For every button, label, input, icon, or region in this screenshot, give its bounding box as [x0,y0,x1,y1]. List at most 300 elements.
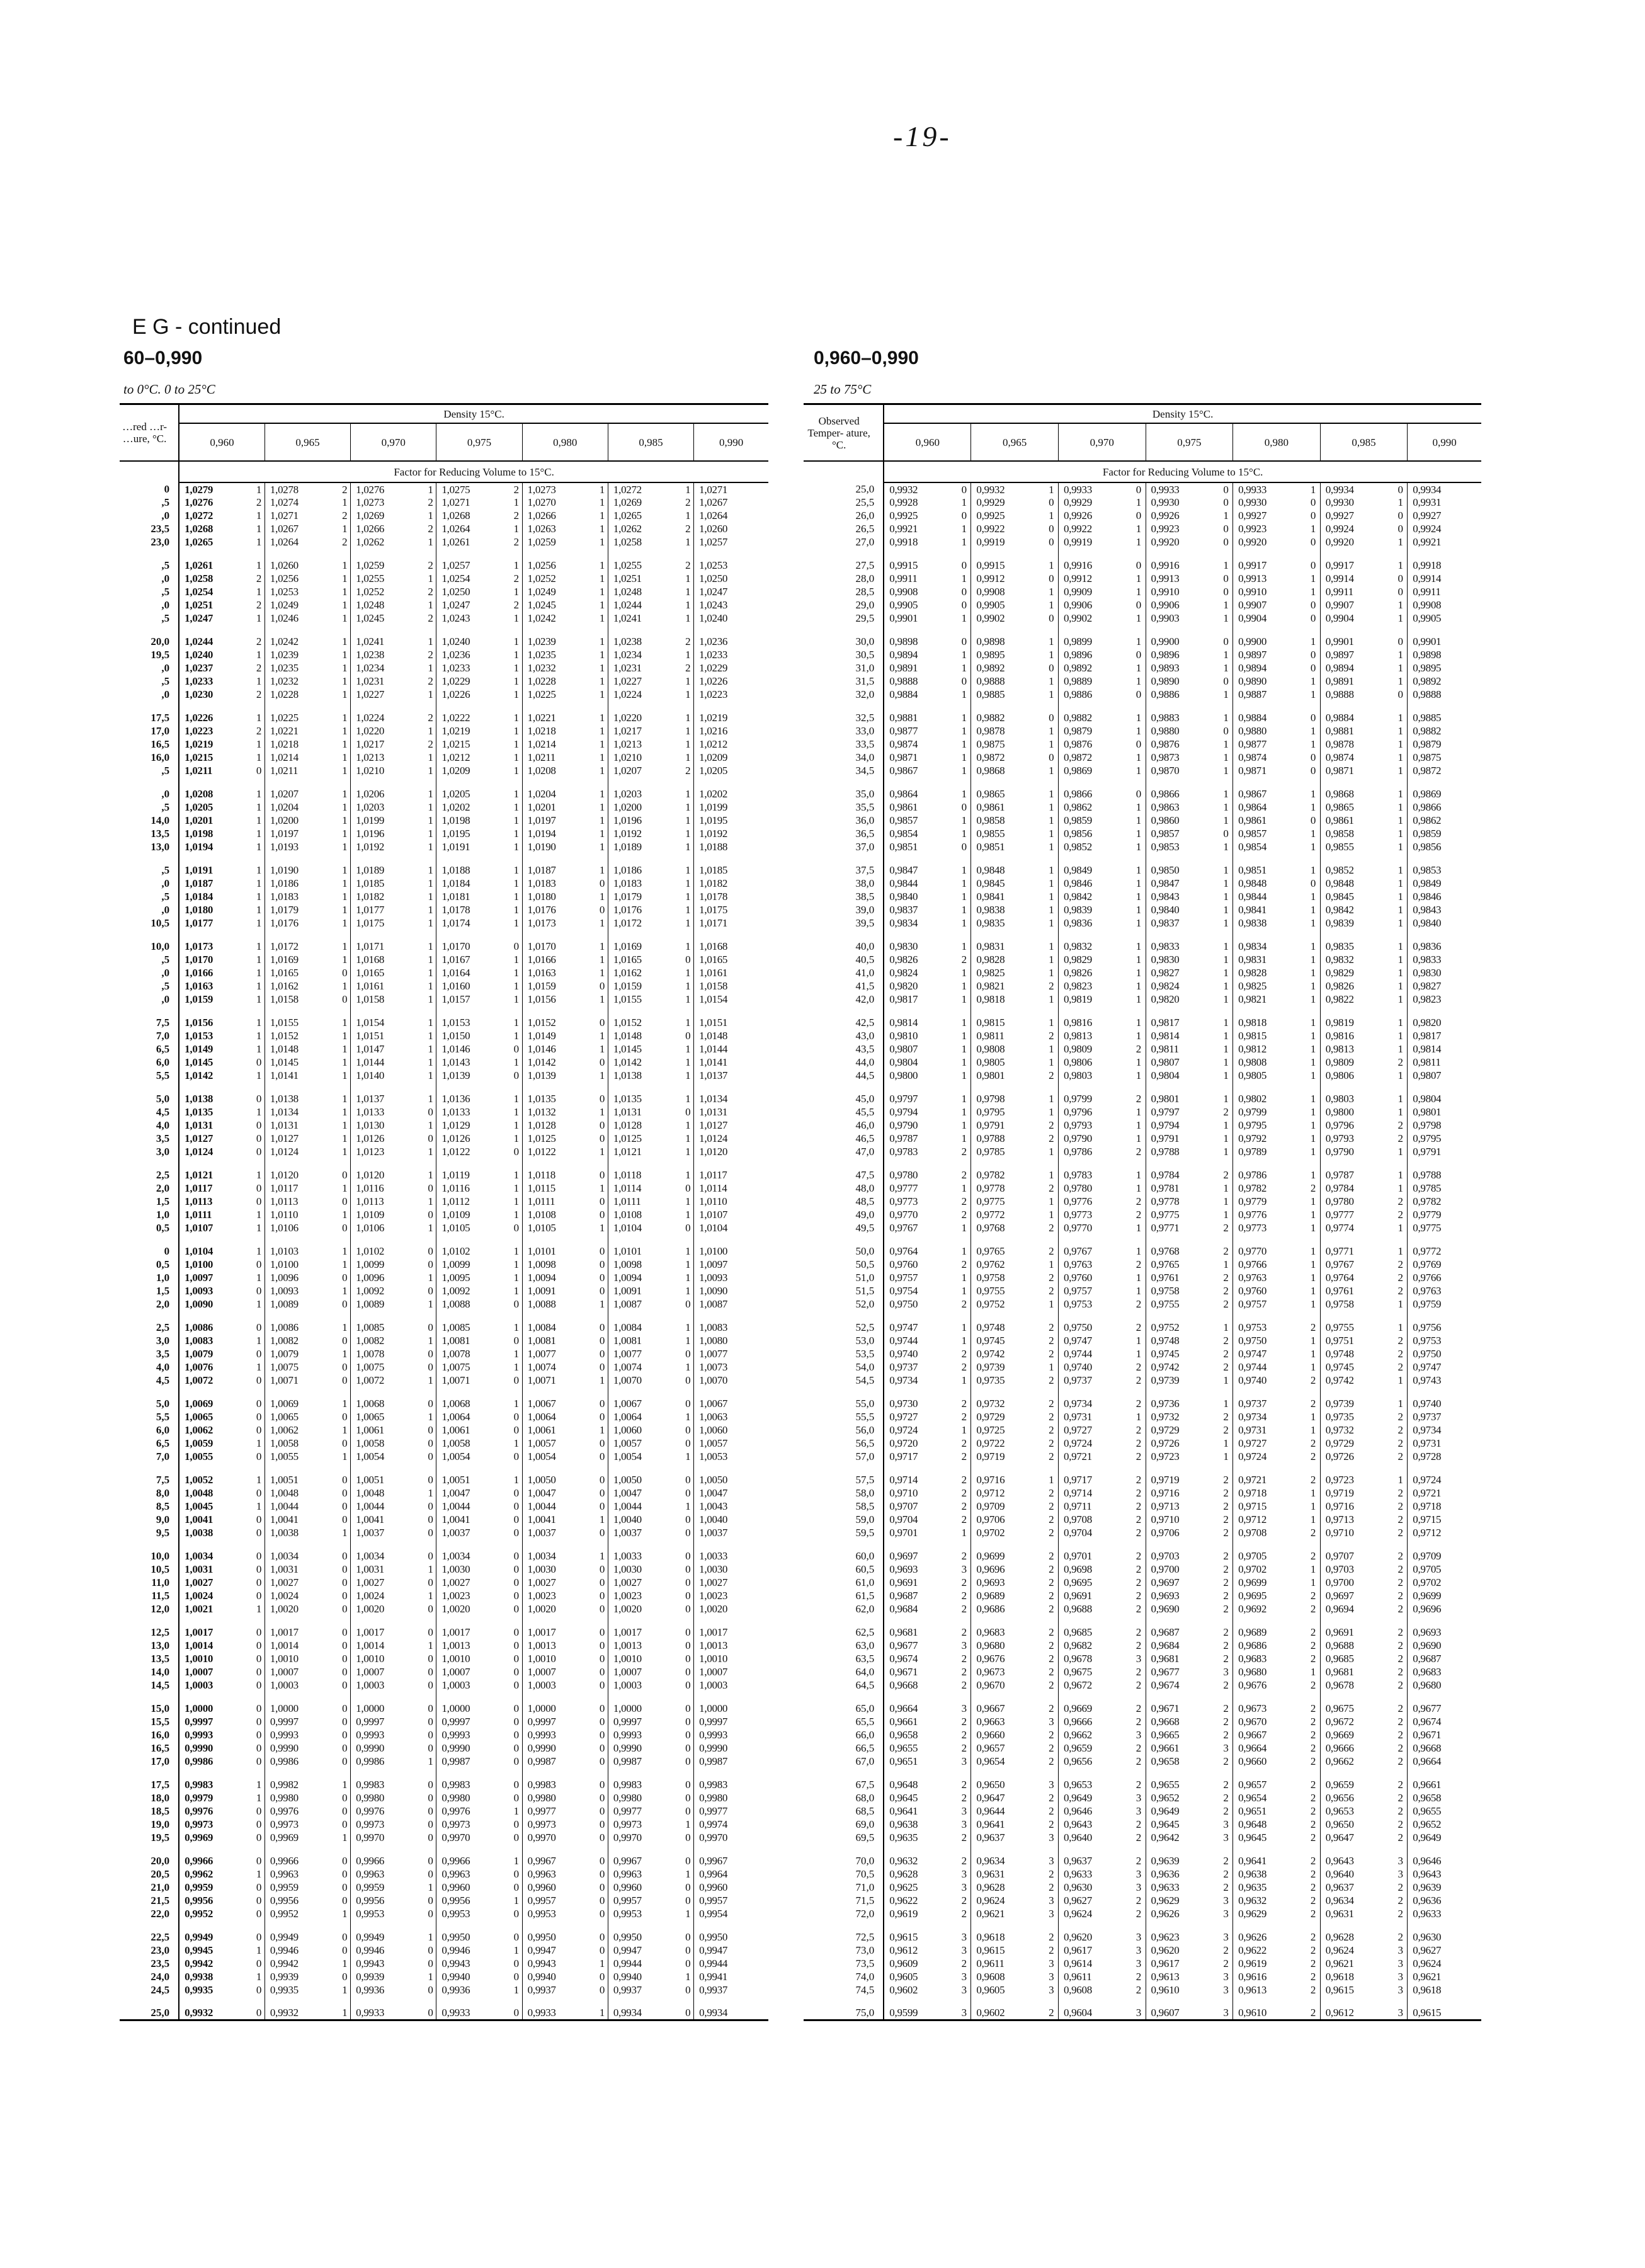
temperature-cell: 5,5 [156,1411,170,1423]
table-row [120,1728,768,1741]
table-row [120,840,768,853]
difference-cell: 1 [961,573,967,584]
factor-cell: 0,9934 [1408,482,1481,496]
table-row [804,1258,1481,1271]
factor-cell: 1,0148 [265,1042,339,1056]
difference-cell: 3 [1223,1931,1229,1943]
difference-cell: 1 [513,1321,520,1333]
table-row [804,751,1481,764]
temperature-cell: 26,0 [855,510,875,521]
factor-cell: 1,0071 [522,1374,596,1387]
difference-cell: 0 [1310,510,1316,521]
difference-cell: 0 [1136,788,1142,800]
factor-cell: 0,9732 [1320,1423,1394,1437]
factor-cell: 1,0000 [522,1702,596,1715]
difference-cell: 1 [513,1017,520,1029]
factor-cell: 0,9987 [522,1755,596,1768]
temperature-cell: ,0 [161,967,170,979]
table-row [804,916,1481,930]
right-column-header: 0,990 [1408,423,1481,461]
factor-cell: 0,9616 [1233,1970,1307,1983]
factor-cell: 0,9757 [1058,1284,1132,1297]
factor-cell: 0,9668 [1408,1741,1481,1755]
factor-cell: 1,0054 [522,1450,596,1463]
difference-cell: 0 [342,1818,348,1830]
difference-cell: 1 [1049,559,1054,571]
difference-cell: 1 [428,688,433,700]
factor-cell: 0,9713 [1320,1513,1394,1526]
temperature-cell: 23,0 [151,1944,170,1956]
factor-cell: 1,0106 [351,1221,425,1234]
temperature-cell: 15,0 [151,1702,170,1714]
factor-cell: 1,0160 [436,979,511,993]
factor-cell: 1,0117 [694,1168,768,1182]
difference-cell: 2 [1223,1169,1229,1181]
difference-cell: 3 [1219,2007,1233,2020]
difference-cell: 1 [1397,993,1403,1005]
difference-cell: 1 [599,940,605,952]
factor-cell: 0,9993 [179,1728,253,1741]
factor-cell: 1,0192 [351,840,425,853]
factor-cell: 0,9691 [1320,1626,1394,1639]
difference-cell: 1 [256,483,262,496]
factor-cell: 0,9705 [1408,1563,1481,1576]
factor-cell: 0,9626 [1146,1907,1219,1920]
difference-cell: 0 [961,599,967,611]
temperature-cell: 5,0 [156,1398,170,1410]
difference-cell: 1 [961,864,967,876]
difference-cell: 1 [428,1169,433,1181]
factor-cell: 0,9867 [1233,787,1307,801]
factor-cell: 1,0159 [522,979,596,993]
factor-cell: 1,0134 [265,1105,339,1119]
factor-cell: 1,0268 [436,509,511,522]
factor-cell: 0,9874 [1233,751,1307,764]
difference-cell: 2 [961,1716,967,1728]
difference-cell: 0 [599,1119,605,1131]
factor-cell: 1,0146 [522,1042,596,1056]
factor-cell: 1,0134 [694,1092,768,1105]
difference-cell: 1 [428,1298,433,1310]
difference-cell: 1 [1397,1106,1403,1118]
factor-cell: 0,9822 [1320,993,1394,1006]
factor-cell: 0,9970 [351,1831,425,1844]
factor-cell: 1,0034 [436,1549,511,1563]
temperature-cell: ,0 [161,904,170,916]
temperature-cell: 6,0 [156,1424,170,1436]
difference-cell: 1 [1310,891,1316,903]
factor-cell: 1,0164 [436,966,511,979]
factor-cell: 0,9752 [971,1297,1045,1311]
factor-cell: 1,0214 [522,738,596,751]
difference-cell: 1 [256,1222,262,1234]
difference-cell: 2 [1397,1563,1403,1575]
difference-cell: 1 [961,725,967,737]
factor-cell: 0,9851 [971,840,1045,853]
factor-cell: 0,9957 [694,1894,768,1907]
difference-cell: 1 [342,841,348,853]
temperature-cell: 8,5 [156,1500,170,1512]
table-row [120,1168,768,1182]
temperature-cell: 54,0 [855,1361,875,1373]
factor-cell: 1,0135 [608,1092,682,1105]
factor-cell: 0,9817 [1146,1016,1219,1029]
temperature-cell: 60,5 [855,1563,875,1575]
difference-cell: 1 [513,814,520,826]
factor-cell: 1,0097 [694,1258,768,1271]
factor-cell: 0,9905 [1408,612,1481,625]
factor-cell: 0,9801 [1146,1092,1219,1105]
factor-cell: 0,9806 [1320,1069,1394,1082]
factor-cell: 1,0188 [436,863,511,877]
difference-cell: 1 [513,1195,520,1207]
factor-cell: 0,9747 [1058,1334,1132,1347]
factor-cell: 0,9976 [436,1804,511,1818]
factor-cell: 0,9956 [265,1894,339,1907]
factor-cell: 0,9950 [436,1930,511,1944]
factor-cell: 1,0091 [522,1284,596,1297]
table-row [120,1397,768,1410]
difference-cell: 2 [1049,1944,1054,1956]
temperature-cell: 9,5 [156,1527,170,1539]
factor-cell: 0,9875 [1408,751,1481,764]
difference-cell: 1 [685,993,691,1005]
factor-cell: 1,0114 [694,1182,768,1195]
factor-cell: 1,0178 [694,890,768,903]
difference-cell: 2 [1397,1258,1403,1270]
temperature-cell: 65,0 [855,1702,875,1714]
factor-cell: 0,9862 [1408,814,1481,827]
right-column-header: 0,960 [884,423,971,461]
factor-cell: 1,0209 [436,764,511,777]
factor-cell: 0,9835 [1320,940,1394,953]
factor-cell: 0,9970 [436,1831,511,1844]
difference-cell: 1 [342,1245,348,1257]
table-row [804,979,1481,993]
table-row [120,966,768,979]
factor-cell: 1,0249 [265,598,339,612]
factor-cell: 0,9801 [1408,1105,1481,1119]
difference-cell: 3 [961,1818,967,1830]
factor-cell: 0,9728 [1408,1450,1481,1463]
difference-cell: 1 [1136,954,1142,966]
factor-cell: 0,9757 [1233,1297,1307,1311]
difference-cell: 0 [428,1702,433,1714]
factor-cell: 1,0093 [179,1284,253,1297]
difference-cell: 1 [961,1245,967,1257]
difference-cell: 1 [685,1450,691,1462]
factor-cell: 1,0131 [694,1105,768,1119]
factor-cell: 0,9977 [694,1804,768,1818]
difference-cell: 0 [256,1855,262,1867]
difference-cell: 1 [256,1474,262,1486]
factor-cell: 0,9817 [884,993,957,1006]
difference-cell: 0 [1310,712,1316,724]
factor-cell: 1,0175 [694,903,768,916]
table-row [804,1360,1481,1374]
difference-cell: 1 [428,814,433,826]
factor-cell: 0,9970 [522,1831,596,1844]
difference-cell: 2 [961,1437,967,1449]
factor-cell: 1,0244 [179,635,253,648]
difference-cell: 2 [342,483,348,496]
factor-cell: 1,0106 [265,1221,339,1234]
difference-cell: 1 [599,788,605,800]
factor-cell: 0,9649 [1146,1804,1219,1818]
difference-cell: 1 [256,954,262,966]
factor-cell: 0,9880 [1233,724,1307,738]
factor-cell: 0,9709 [1408,1549,1481,1563]
difference-cell: 3 [1394,2007,1408,2020]
difference-cell: 3 [1223,1984,1229,1996]
factor-cell: 0,9878 [971,724,1045,738]
difference-cell: 2 [1397,1195,1403,1207]
factor-cell: 0,9747 [1233,1347,1307,1360]
difference-cell: 1 [1136,586,1142,598]
difference-cell: 2 [1136,1146,1142,1158]
factor-cell: 0,9720 [884,1437,957,1450]
difference-cell: 0 [513,1716,520,1728]
difference-cell: 0 [1223,725,1229,737]
temperature-cell: 50,0 [855,1245,875,1257]
factor-cell: 0,9648 [1233,1818,1307,1831]
difference-cell: 2 [1310,1895,1316,1906]
table-row [804,675,1481,688]
factor-cell: 0,9856 [1408,840,1481,853]
difference-cell: 3 [1049,1895,1054,1906]
difference-cell: 2 [961,1590,967,1602]
factor-cell: 1,0213 [351,751,425,764]
factor-cell: 1,0065 [179,1410,253,1423]
difference-cell: 2 [1397,1119,1403,1131]
difference-cell: 1 [1397,801,1403,813]
factor-cell: 1,0225 [265,711,339,724]
factor-cell: 1,0121 [179,1168,253,1182]
difference-cell: 1 [1310,738,1316,750]
factor-cell: 1,0100 [694,1245,768,1258]
factor-cell: 1,0065 [351,1410,425,1423]
factor-cell: 0,9799 [1058,1092,1132,1105]
factor-cell: 0,9754 [884,1284,957,1297]
difference-cell: 2 [1223,1702,1229,1714]
difference-cell: 1 [599,688,605,700]
difference-cell: 0 [599,1056,605,1068]
factor-cell: 0,9900 [1233,635,1307,648]
difference-cell: 0 [428,1474,433,1486]
factor-cell: 0,9872 [1058,751,1132,764]
factor-cell: 0,9872 [1408,764,1481,777]
factor-cell: 1,0240 [179,648,253,661]
factor-cell: 0,9848 [1320,877,1394,890]
table-row [120,1652,768,1665]
factor-cell: 1,0071 [265,1374,339,1387]
difference-cell: 1 [513,1805,520,1817]
temperature-cell: 20,5 [151,1868,170,1880]
factor-cell: 1,0261 [436,535,511,549]
difference-cell: 0 [599,1437,605,1449]
difference-cell: 1 [1223,1374,1229,1386]
temperature-cell: 68,0 [855,1792,875,1804]
temperature-cell: 28,5 [855,586,875,598]
factor-cell: 1,0120 [265,1168,339,1182]
difference-cell: 0 [1310,814,1316,826]
factor-cell: 0,9684 [1146,1639,1219,1652]
table-row [804,661,1481,675]
difference-cell: 0 [683,2007,694,2020]
difference-cell: 1 [1223,510,1229,521]
difference-cell: 0 [342,1653,348,1665]
difference-cell: 1 [513,1093,520,1105]
factor-cell: 1,0204 [265,801,339,814]
factor-cell: 0,9744 [1058,1347,1132,1360]
difference-cell: 2 [1136,1450,1142,1462]
difference-cell: 2 [1397,1361,1403,1373]
factor-cell: 0,9620 [1146,1944,1219,1957]
factor-cell: 1,0051 [265,1473,339,1486]
factor-cell: 0,9615 [884,1930,957,1944]
factor-cell: 1,0242 [522,612,596,625]
factor-cell: 1,0243 [694,598,768,612]
temperature-cell: 74,0 [855,1971,875,1983]
factor-cell: 0,9830 [1408,966,1481,979]
factor-cell: 0,9918 [1408,559,1481,572]
difference-cell: 1 [342,1030,348,1042]
difference-cell: 2 [1310,1779,1316,1791]
difference-cell: 0 [513,1792,520,1804]
factor-cell: 1,0198 [179,827,253,840]
factor-cell: 1,0023 [694,1589,768,1602]
factor-cell: 0,9777 [884,1182,957,1195]
factor-cell: 1,0257 [436,559,511,572]
difference-cell: 1 [256,967,262,979]
factor-cell: 1,0086 [265,1321,339,1334]
difference-cell: 1 [961,765,967,777]
right-reduction-table [804,403,1481,2021]
factor-cell: 0,9740 [884,1347,957,1360]
difference-cell: 1 [1310,483,1316,496]
difference-cell: 2 [961,1348,967,1360]
difference-cell: 1 [342,725,348,737]
difference-cell: 1 [599,559,605,571]
difference-cell: 2 [1136,1702,1142,1714]
factor-cell: 0,9621 [1408,1970,1481,1983]
temperature-cell: 51,5 [855,1285,875,1297]
table-row [120,585,768,598]
difference-cell: 2 [1223,1626,1229,1638]
factor-cell: 1,0173 [179,940,253,953]
factor-cell: 0,9645 [1233,1831,1307,1844]
group-spacer [120,625,768,635]
difference-cell: 1 [1223,1056,1229,1068]
temperature-cell: ,0 [161,993,170,1005]
difference-cell: 1 [1049,483,1054,496]
table-row [804,535,1481,549]
factor-cell: 1,0240 [436,635,511,648]
difference-cell: 1 [1397,828,1403,840]
difference-cell: 0 [1223,586,1229,598]
difference-cell: 1 [1310,1043,1316,1055]
temperature-cell: ,5 [161,891,170,903]
difference-cell: 2 [961,954,967,966]
table-row [120,2007,768,2020]
difference-cell: 1 [1397,725,1403,737]
temperature-cell: 13,0 [151,1639,170,1651]
factor-cell: 0,9630 [1408,1930,1481,1944]
difference-cell: 1 [961,1017,967,1029]
difference-cell: 1 [256,1868,262,1880]
factor-cell: 1,0073 [694,1360,768,1374]
factor-cell: 0,9839 [1320,916,1394,930]
factor-cell: 1,0245 [522,598,596,612]
difference-cell: 1 [1136,751,1142,763]
difference-cell: 0 [428,1832,433,1843]
factor-cell: 1,0068 [351,1397,425,1410]
factor-cell: 0,9876 [1146,738,1219,751]
factor-cell: 0,9662 [1320,1755,1394,1768]
table-row [804,1944,1481,1957]
difference-cell: 0 [599,1474,605,1486]
factor-cell: 1,0151 [694,1016,768,1029]
difference-cell: 0 [599,1702,605,1714]
factor-cell: 1,0145 [179,1056,253,1069]
difference-cell: 1 [1136,573,1142,584]
factor-cell: 1,0118 [522,1168,596,1182]
factor-cell: 1,0054 [351,1450,425,1463]
factor-cell: 0,9748 [1320,1347,1394,1360]
difference-cell: 2 [1310,1626,1316,1638]
factor-cell: 0,9861 [971,801,1045,814]
right-column-header: 0,985 [1320,423,1408,461]
factor-cell: 1,0047 [522,1486,596,1500]
difference-cell: 0 [428,1855,433,1867]
difference-cell: 1 [1049,1093,1054,1105]
factor-cell: 0,9791 [971,1119,1045,1132]
difference-cell: 0 [256,1348,262,1360]
temperature-cell: 63,5 [855,1653,875,1665]
difference-cell: 0 [256,1755,262,1767]
factor-cell: 1,0076 [179,1360,253,1374]
factor-cell: 0,9847 [884,863,957,877]
factor-cell: 1,0175 [351,916,425,930]
difference-cell: 0 [685,1957,691,1969]
factor-cell: 1,0108 [522,1208,596,1221]
temperature-cell: 46,5 [855,1132,875,1144]
factor-cell: 1,0000 [351,1702,425,1715]
difference-cell: 2 [1397,1931,1403,1943]
factor-cell: 0,9823 [1058,979,1132,993]
temperature-cell: ,0 [161,599,170,611]
factor-cell: 0,9983 [522,1778,596,1791]
factor-cell: 1,0114 [608,1182,682,1195]
difference-cell: 3 [961,1868,967,1880]
difference-cell: 1 [685,599,691,611]
factor-cell: 0,9885 [971,688,1045,701]
factor-cell: 0,9608 [971,1970,1045,1983]
factor-cell: 1,0007 [522,1665,596,1678]
difference-cell: 0 [599,1321,605,1333]
factor-cell: 0,9814 [1408,1042,1481,1056]
factor-cell: 1,0265 [179,535,253,549]
factor-cell: 0,9745 [1320,1360,1394,1374]
temperature-cell: 6,0 [156,1056,170,1068]
factor-cell: 1,0170 [436,940,511,953]
factor-cell: 1,0213 [608,738,682,751]
factor-cell: 1,0082 [351,1334,425,1347]
temperature-cell: 55,5 [855,1411,875,1423]
factor-cell: 0,9827 [1146,966,1219,979]
factor-cell: 0,9718 [1408,1500,1481,1513]
difference-cell: 1 [256,828,262,840]
